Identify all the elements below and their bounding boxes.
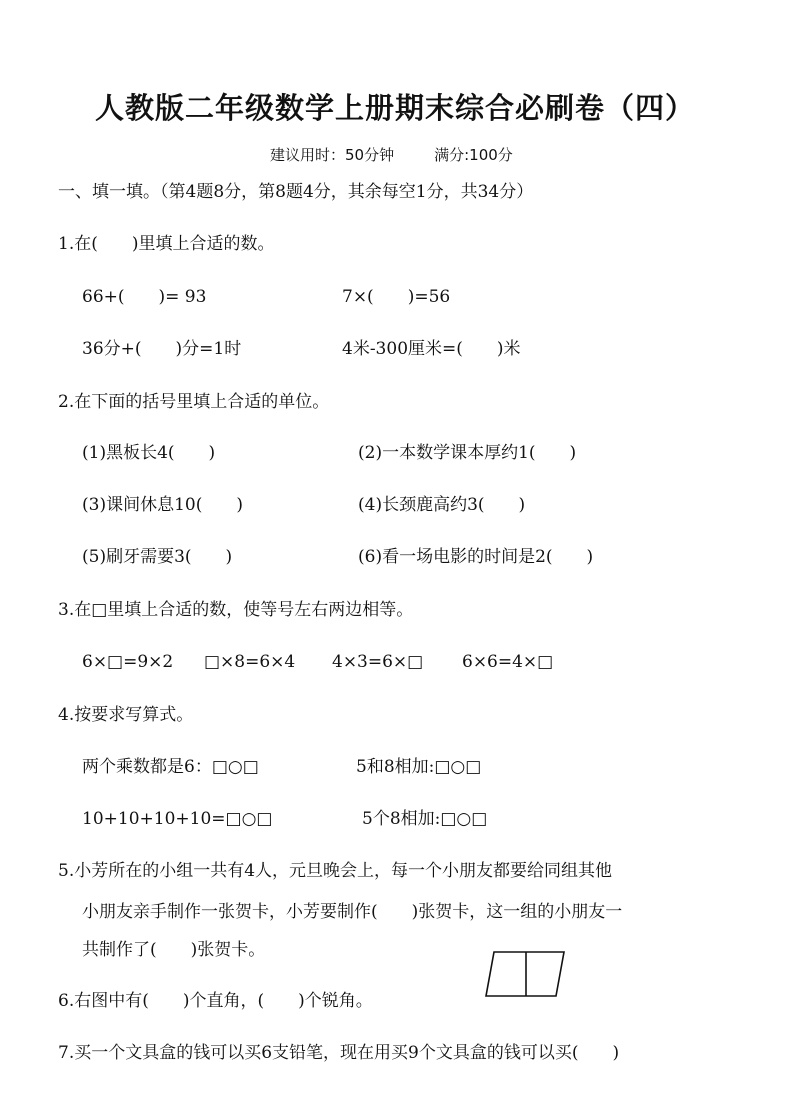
q4-item-3: 10+10+10+10=□○□	[82, 809, 273, 829]
q2-item-3: (3)课间休息10( )	[82, 495, 243, 515]
question-4-stem: 4.按要求写算式。	[58, 705, 194, 725]
suggested-time: 建议用时：50分钟	[270, 146, 395, 164]
parallelogram-figure-icon	[484, 948, 568, 1000]
question-5-line-1: 5.小芳所在的小组一共有4人，元旦晚会上，每一个小朋友都要给同组其他	[58, 861, 613, 881]
question-5-line-2: 小朋友亲手制作一张贺卡，小芳要制作( )张贺卡，这一组的小朋友一	[82, 902, 623, 922]
section-1-heading: 一、填一填。（第4题8分，第8题4分，其余每空1分，共34分）	[58, 182, 534, 202]
q2-item-5: (5)刷牙需要3( )	[82, 547, 233, 567]
q2-item-2: (2)一本数学课本厚约1( )	[358, 443, 577, 463]
question-2-stem: 2.在下面的括号里填上合适的单位。	[58, 392, 330, 412]
q2-item-4: (4)长颈鹿高约3( )	[358, 495, 526, 515]
q1-item-2: 7×( )=56	[342, 287, 451, 307]
q1-item-3: 36分+( )分=1时	[82, 339, 242, 359]
q3-item-4: 6×6=4×□	[462, 652, 554, 672]
q1-item-1: 66+( )= 93	[82, 287, 207, 307]
question-6-stem: 6.右图中有( )个直角，( )个锐角。	[58, 991, 373, 1011]
question-5-line-3: 共制作了( )张贺卡。	[82, 940, 266, 960]
question-3-stem: 3.在□里填上合适的数，使等号左右两边相等。	[58, 600, 414, 620]
q3-item-2: □×8=6×4	[204, 652, 296, 672]
q1-item-4: 4米-300厘米=( )米	[342, 339, 521, 359]
q4-item-2: 5和8相加:□○□	[356, 757, 482, 777]
q2-item-1: (1)黑板长4( )	[82, 443, 216, 463]
q3-item-1: 6×□=9×2	[82, 652, 174, 672]
page-title: 人教版二年级数学上册期末综合必刷卷（四）	[94, 91, 695, 125]
q2-item-6: (6)看一场电影的时间是2( )	[358, 547, 594, 567]
full-score: 满分:100分	[434, 146, 513, 164]
q3-item-3: 4×3=6×□	[332, 652, 424, 672]
question-1-stem: 1.在( )里填上合适的数。	[58, 234, 275, 254]
q4-item-4: 5个8相加:□○□	[362, 809, 488, 829]
q4-item-1: 两个乘数都是6：□○□	[82, 757, 259, 777]
question-7-stem: 7.买一个文具盒的钱可以买6支铅笔，现在用买9个文具盒的钱可以买( )	[58, 1043, 620, 1063]
exam-meta	[270, 144, 513, 165]
